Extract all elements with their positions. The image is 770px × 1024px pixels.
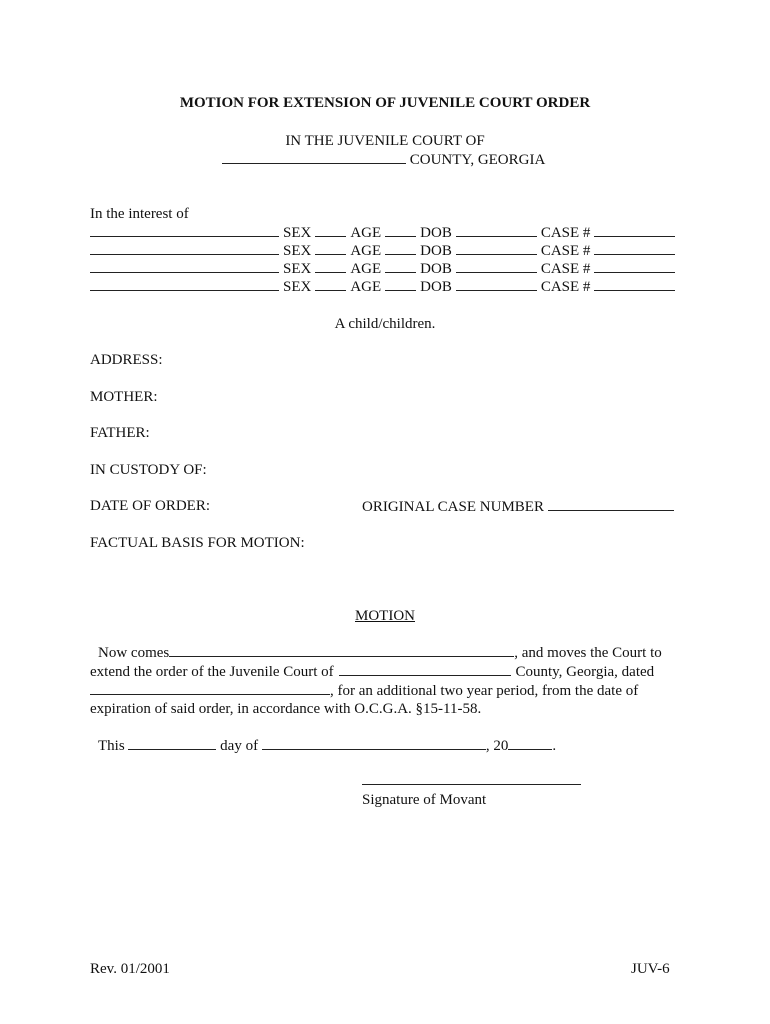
dob-blank[interactable] [456, 241, 537, 255]
case-blank[interactable] [594, 277, 675, 291]
date-of-order-label: DATE OF ORDER: [90, 498, 211, 514]
original-case-number-label: ORIGINAL CASE NUMBER [362, 499, 544, 515]
dob-label: DOB [420, 261, 452, 277]
dob-blank[interactable] [456, 277, 537, 291]
case-blank[interactable] [594, 223, 675, 237]
child-name-blank[interactable] [90, 277, 279, 291]
now-comes-text: Now comes [98, 645, 170, 661]
day-blank[interactable] [128, 736, 216, 750]
sex-blank[interactable] [315, 259, 346, 273]
court-heading: IN THE JUVENILE COURT OF [285, 133, 485, 149]
age-label: AGE [350, 243, 382, 259]
age-label: AGE [350, 225, 382, 241]
extend-order-text: extend the order of the Juvenile Court of [90, 664, 334, 680]
original-case-number [362, 497, 674, 516]
sex-blank[interactable] [315, 223, 346, 237]
child-name-blank[interactable] [90, 241, 279, 255]
juvenile-county-blank[interactable] [339, 662, 511, 676]
moves-court-text: , and moves the Court to [514, 645, 662, 661]
age-label: AGE [350, 261, 382, 277]
revision-footer: Rev. 01/2001 [90, 961, 170, 977]
child-row [90, 277, 675, 296]
motion-line-4: expiration of said order, in accordance with O.C.G.A. §15-11-58. [90, 701, 482, 717]
period-text: . [552, 738, 557, 754]
this-text: This [98, 738, 125, 754]
county-blank[interactable] [222, 150, 406, 164]
order-date-blank[interactable] [90, 681, 330, 695]
form-title: MOTION FOR EXTENSION OF JUVENILE COURT ORDER [179, 95, 591, 111]
child-name-blank[interactable] [90, 223, 279, 237]
child-name-blank[interactable] [90, 259, 279, 273]
signature-line[interactable] [362, 784, 581, 785]
county-georgia-dated-text: County, Georgia, dated [515, 664, 655, 680]
case-label: CASE # [540, 243, 591, 259]
father-label: FATHER: [90, 425, 150, 441]
motion-line-1 [90, 643, 680, 662]
age-blank[interactable] [385, 241, 416, 255]
county-label: COUNTY, GEORGIA [409, 152, 546, 168]
additional-period-text: , for an additional two year period, from the date of [330, 683, 639, 699]
child-row [90, 259, 675, 278]
age-blank[interactable] [385, 223, 416, 237]
dob-label: DOB [420, 243, 452, 259]
year-prefix-text: , 20 [485, 738, 509, 754]
case-label: CASE # [540, 225, 591, 241]
year-blank[interactable] [508, 736, 552, 750]
sex-label: SEX [283, 279, 312, 295]
motion-heading [0, 607, 770, 625]
motion-line-3 [90, 681, 680, 700]
signature-label: Signature of Movant [362, 792, 487, 808]
dob-blank[interactable] [456, 259, 537, 273]
dob-label: DOB [420, 225, 452, 241]
children-caption: A child/children. [334, 316, 436, 332]
custody-label: IN CUSTODY OF: [90, 462, 207, 478]
case-label: CASE # [540, 279, 591, 295]
case-blank[interactable] [594, 241, 675, 255]
mother-label: MOTHER: [90, 389, 158, 405]
case-blank[interactable] [594, 259, 675, 273]
sex-blank[interactable] [315, 277, 346, 291]
child-row [90, 241, 675, 260]
sex-blank[interactable] [315, 241, 346, 255]
original-case-number-blank[interactable] [548, 497, 674, 511]
county-line [222, 150, 545, 169]
case-label: CASE # [540, 261, 591, 277]
child-row [90, 223, 675, 242]
motion-heading-text: MOTION [355, 608, 415, 624]
age-blank[interactable] [385, 259, 416, 273]
form-code-footer: JUV-6 [631, 961, 670, 977]
motion-line-2 [90, 662, 680, 681]
month-blank[interactable] [262, 736, 486, 750]
sex-label: SEX [283, 261, 312, 277]
address-label: ADDRESS: [90, 352, 163, 368]
factual-basis-label: FACTUAL BASIS FOR MOTION: [90, 535, 305, 551]
dob-blank[interactable] [456, 223, 537, 237]
age-label: AGE [350, 279, 382, 295]
movant-name-blank[interactable] [169, 643, 514, 657]
day-of-text: day of [220, 738, 259, 754]
date-line [98, 736, 556, 755]
sex-label: SEX [283, 225, 312, 241]
age-blank[interactable] [385, 277, 416, 291]
in-interest-label: In the interest of [90, 206, 189, 222]
dob-label: DOB [420, 279, 452, 295]
sex-label: SEX [283, 243, 312, 259]
